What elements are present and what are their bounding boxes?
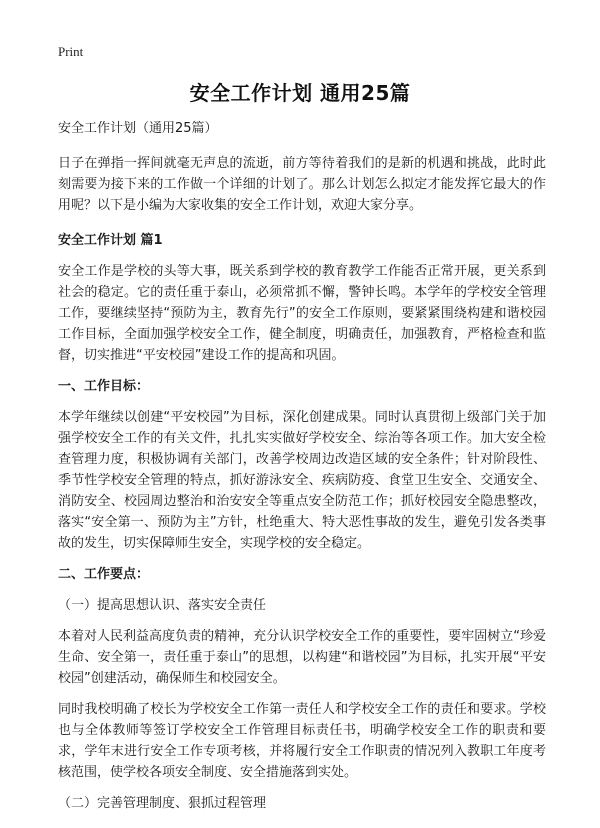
heading-goals: 一、工作目标：	[58, 379, 150, 394]
document-body	[58, 118, 546, 814]
intro-paragraph: 日子在弹指一挥间就毫无声息的流逝，前方等待着我们的是新的机遇和挑战，此时此刻需要为接下来的工作做一个详细的计划了。那么计划怎么拟定才能发挥它最大的作用呢？以下是小编为大家收集的安全工作计划，欢迎大家分享。	[58, 156, 546, 213]
paragraph: 本着对人民利益高度负责的精神，充分认识学校安全工作的重要性，要牢固树立“珍爱生命、安全第一，责任重于泰山”的思想，以构建“和谐校园”为目标，扎实开展“平安校园”创建活动，确保师生和校园安全。	[58, 629, 546, 686]
print-link[interactable]: Print	[58, 44, 84, 59]
section-title: 安全工作计划 篇1	[58, 233, 163, 248]
document-subtitle: 安全工作计划（通用25篇）	[58, 121, 218, 136]
paragraph: 同时我校明确了校长为学校安全工作第一责任人和学校安全工作的责任和要求。学校也与全体教师等签订学校安全工作管理目标责任书，明确学校安全工作的职责和要求，学年末进行安全工作专项考核，并将履行安全工作职责的情况列入教职工年度考核范围，使学校各项安全制度、安全措施落到实处。	[58, 702, 546, 780]
heading-key-points: 二、工作要点：	[58, 567, 150, 582]
subheading: （二）完善管理制度、狠抓过程管理	[58, 796, 267, 811]
paragraph: 安全工作是学校的头等大事，既关系到学校的教育教学工作能否正常开展，更关系到社会的稳定。它的责任重于泰山，必须常抓不懈，警钟长鸣。本学年的学校安全管理工作，要继续坚持“预防为主，教育先行”的安全工作原则，要紧紧围绕构建和谐校园工作目标，全面加强学校安全工作，健全制度，明确责任，加强教育，严格检查和监督，切实推进“平安校园”建设工作的提高和巩固。	[58, 264, 546, 363]
paragraph: 本学年继续以创建“平安校园”为目标，深化创建成果。同时认真贯彻上级部门关于加强学校安全工作的有关文件，扎扎实实做好学校安全、综治等各项工作。加大安全检查管理力度，积极协调有关部门，改善学校周边改造区域的安全条件；针对阶段性、季节性学校安全管理的特点，抓好游泳安全、疾病防疫、食堂卫生安全、交通安全、消防安全、校园周边整治和治安安全等重点安全防范工作；抓好校园安全隐患整改，落实“安全第一、预防为主”方针，杜绝重大、特大恶性事故的发生，避免引发各类事故的发生，切实保障师生安全，实现学校的安全稳定。	[58, 410, 546, 551]
document-title: 安全工作计划 通用25篇	[189, 81, 411, 105]
subheading: （一）提高思想认识、落实安全责任	[58, 598, 267, 613]
